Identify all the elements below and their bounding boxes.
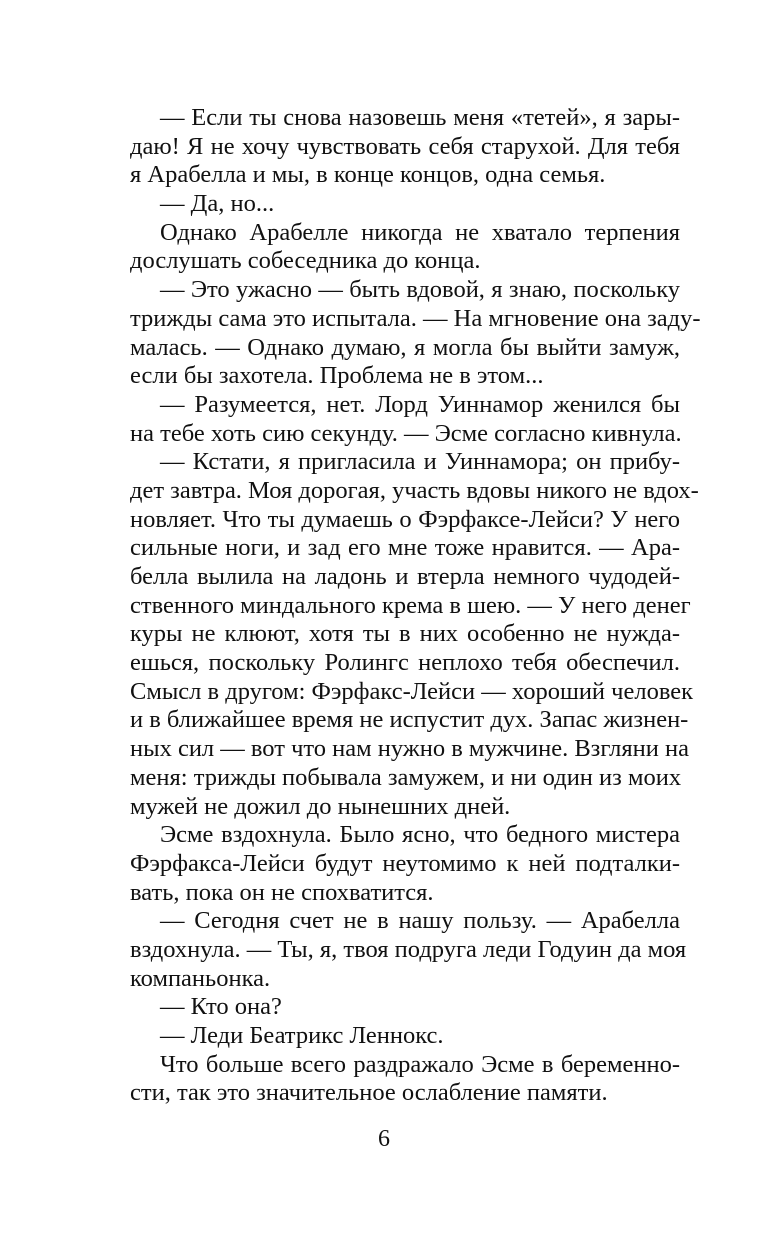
text-line: трижды сама это испытала. — На мгновение она заду- — [130, 304, 701, 332]
paragraph — [130, 907, 687, 993]
text-line: — Да, но... — [160, 190, 275, 218]
text-line: и в ближайшее время не испустит дух. Запас жизнен- — [130, 706, 689, 734]
text-line: сильные ноги, и зад его мне тоже нравится. — Ара- — [130, 534, 680, 562]
text-line: даю! Я не хочу чувствовать себя старухой. Для тебя — [130, 132, 680, 160]
text-line: компаньонка. — [130, 964, 271, 992]
page-body — [130, 104, 701, 1108]
text-line: — Это ужасно — быть вдовой, я знаю, поскольку — [160, 276, 680, 304]
text-line: — Кстати, я пригласила и Уиннамора; он прибу- — [160, 448, 680, 476]
text-line: куры не клюют, хотя ты в них особенно не нужда- — [130, 620, 680, 648]
paragraph — [130, 276, 701, 391]
text-line: — Если ты снова назовешь меня «тетей», я зары- — [160, 104, 680, 131]
page-number: 6 — [378, 1126, 390, 1152]
text-line: Смысл в другом: Фэрфакс-Лейси — хороший человек — [130, 677, 694, 705]
paragraph — [130, 1051, 680, 1108]
text-line: Фэрфакса-Лейси будут неутомимо к ней подталки- — [130, 849, 680, 877]
text-line: ешься, поскольку Ролингс неплохо тебя обеспечил. — [130, 649, 680, 677]
paragraph — [130, 993, 680, 1022]
text-line: мужей не дожил до нынешних дней. — [130, 792, 511, 820]
paragraph — [130, 821, 680, 907]
text-line: — Леди Беатрикс Леннокс. — [160, 1022, 444, 1049]
text-line: вать, пока он не спохватится. — [130, 878, 434, 906]
text-line: если бы захотела. Проблема не в этом... — [130, 362, 544, 390]
text-line: вздохнула. — Ты, я, твоя подруга леди Годуин да моя — [130, 935, 687, 963]
text-line: новляет. Что ты думаешь о Фэрфаксе-Лейси? У него — [130, 505, 680, 533]
text-line: дослушать собеседника до конца. — [130, 247, 481, 275]
text-line: — Разумеется, нет. Лорд Уиннамор женился бы — [160, 390, 680, 418]
paragraph — [130, 1022, 680, 1051]
text-line: ственного миндального крема в шею. — У него денег — [130, 591, 691, 619]
text-line: на тебе хоть сию секунду. — Эсме согласно кивнула. — [130, 419, 682, 447]
paragraph — [130, 219, 680, 276]
paragraph — [130, 391, 680, 448]
text-line: меня: трижды побывала замужем, и ни один из моих — [130, 763, 682, 791]
text-line: — Сегодня счет не в нашу пользу. — Арабелла — [160, 907, 680, 935]
text-line: малась. — Однако думаю, я могла бы выйти замуж, — [130, 333, 680, 361]
text-line: сти, так это значительное ослабление памяти. — [130, 1079, 608, 1107]
paragraph — [130, 104, 680, 190]
paragraph — [130, 190, 680, 219]
text-line: ных сил — вот что нам нужно в мужчине. Взгляни на — [130, 735, 689, 763]
text-line: дет завтра. Моя дорогая, участь вдовы никого не вдох- — [130, 476, 699, 504]
text-line: Эсме вздохнула. Было ясно, что бедного мистера — [160, 821, 680, 849]
text-line: — Кто она? — [160, 993, 282, 1021]
text-line: Что больше всего раздражало Эсме в беременно- — [160, 1050, 680, 1078]
paragraph — [130, 448, 699, 821]
text-line: я Арабелла и мы, в конце концов, одна семья. — [130, 161, 606, 189]
text-line: Однако Арабелле никогда не хватало терпения — [160, 218, 680, 246]
text-line: белла вылила на ладонь и втерла немного чудодей- — [130, 563, 680, 590]
